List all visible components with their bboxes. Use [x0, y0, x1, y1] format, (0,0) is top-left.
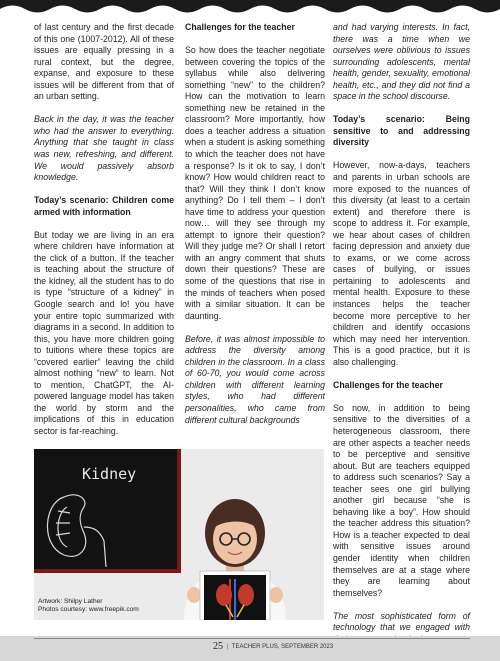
paragraph: So now, in addition to being sensitive to the diversities of a heterogeneous classroom, there are other aspects a teacher needs to be perceptive and sensitive about. But are teachers equipped to address such scenarios? Say a teacher sees one girl bullying another girl because “she is behaving like a boy”. How should the teacher address this situation? How is a teacher expected to deal with sensitive issues around gender identity when children themselves are at a stage where they are learning about themselves?	[333, 402, 470, 598]
italic-paragraph: Back in the day, it was the teacher who had the answer to everything. Anything that she taught in class was new, refreshing, and different. We would passively absorb knowledge.	[34, 114, 174, 183]
page-number: 25	[213, 641, 223, 652]
publication-name: TEACHER PLUS, SEPTEMBER 2023	[231, 644, 334, 650]
paragraph: So how does the teacher negotiate between covering the topics of the syllabus while also delivering something “new” to the children? How can the motivation to learn something new be retained in the classroom? More importantly, how does a teacher address a situation when a student is asking something to which the teacher does not have a response? Is it ok to say, I don’t know? How would children react to that? Will they think I don’t know anything? Do I tell them – I don’t have time to address your question now… will they see through my attempt to ignore their question? Will they judge me? Or shall I retort with an angry comment that shuts down their questions? These are some of the questions that rise in the minds of teachers when posed with a similar situation. It can be daunting.	[185, 45, 325, 321]
paragraph: But today we are living in an era where children have information at the click of a button. If the teacher is teaching about the structure of the kidney, all the student has to do is type “structure of a kidney” in Google search and lo! you have your entire topic summarized with diagrams in a second. In addition to this, you have more children going to tuitions where these topics are “covered earlier” leaving the child almost nothing “new” to learn. Not to mention, ChatGPT, the AI-powered language model has taken the world by storm and the implications of this in education sector is far-reaching.	[34, 229, 174, 436]
article-column-1	[34, 22, 174, 438]
top-wave-border	[0, 0, 500, 18]
footer-separator: |	[226, 644, 229, 650]
italic-paragraph: The most sophisticated form of technology that we engaged with	[333, 610, 470, 633]
italic-paragraph: Before, it was almost impossible to address the diversity among children in the classroom. In a class of 60-70, you would come across children with different learning styles, who had different personalities, who came from different cultural backgrounds	[185, 333, 325, 425]
photo-credit	[38, 598, 139, 614]
footer-divider	[34, 638, 470, 639]
section-heading: Challenges for the teacher	[185, 22, 295, 32]
article-column-2	[185, 22, 325, 426]
section-heading: Challenges for the teacher	[333, 379, 443, 390]
photo-illustration	[34, 449, 324, 620]
section-heading: Today’s scenario: Being sensitive to and addressing diversity	[333, 114, 470, 148]
article-column-3	[333, 22, 470, 657]
italic-paragraph: and had varying interests. In fact, there was a time when we ourselves were oblivious to issues surrounding adolescents, mental health, gender, sexuality, emotional health, etc., and they did not find a space in the school discourse.	[333, 22, 470, 102]
paragraph: of last century and the first decade of this one (1007-2012). All of these issues are equally pressing in a rural context, but the degree, expanse, and exposure to these issues will be different from that of an urban setting.	[34, 22, 174, 102]
credit-artwork: Artwork: Shilpy Lather	[38, 598, 103, 605]
paragraph: However, now-a-days, teachers and parents in urban schools are more exposed to the nuances of this diversity (at least to a certain extent) and therefore there is scope to address it. For example, we hear about cases of children facing depression and anxiety due to exams, or we come across cases of bullying, or issues pertaining to adolescents and mental health. Exposure to these instances helps the teacher become more perceptive to her children and identify occasions which may need her intervention. This is a good practice, but it is also challenging.	[333, 160, 470, 367]
article-photo	[34, 449, 324, 620]
credit-photos: Photos courtesy: www.freepik.com	[38, 606, 139, 613]
section-heading: Today’s scenario: Children come armed with information	[34, 195, 174, 217]
board-word: Kidney	[82, 465, 137, 483]
page-footer	[213, 641, 333, 652]
